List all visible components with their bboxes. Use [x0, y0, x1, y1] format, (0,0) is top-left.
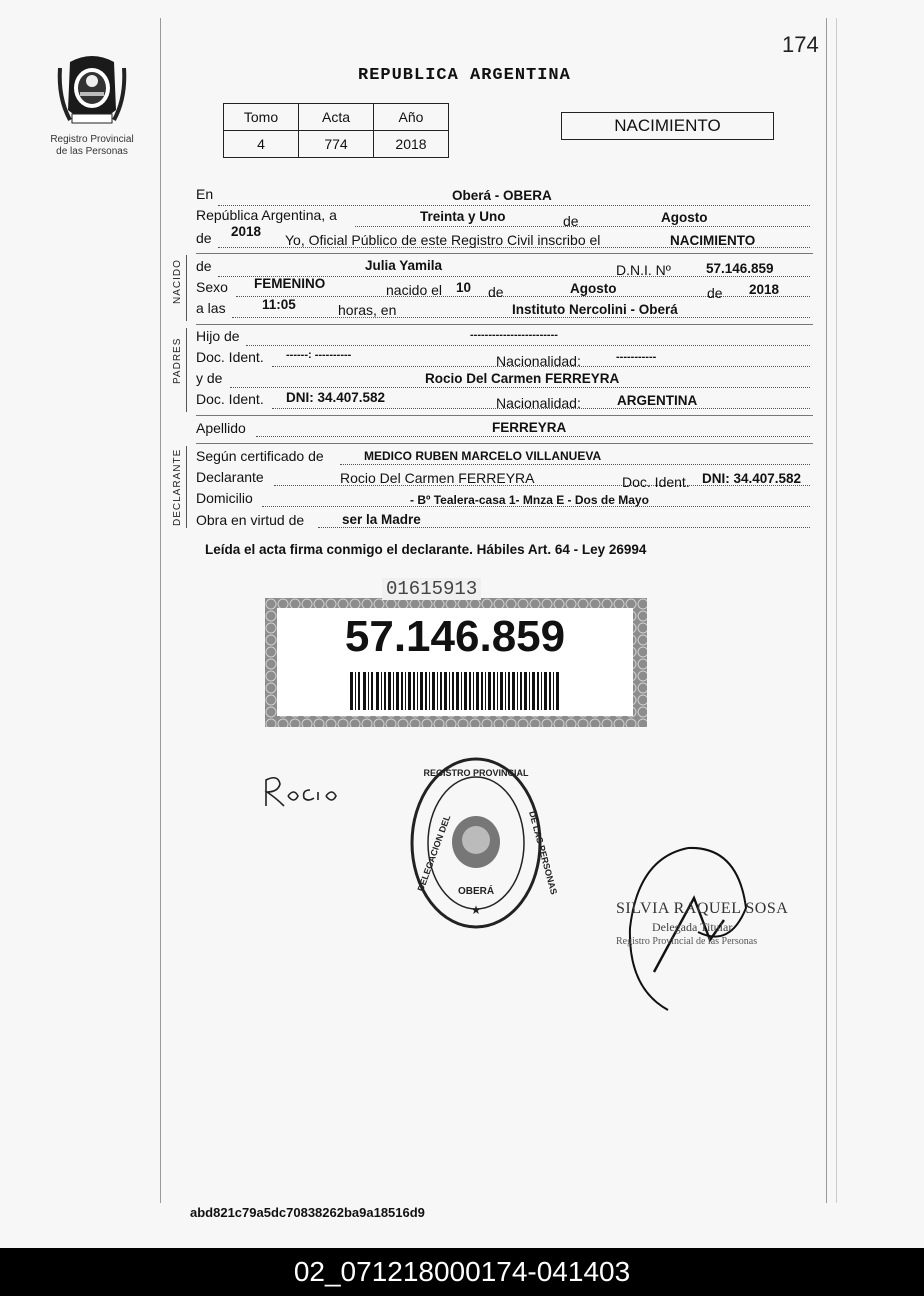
register-table: [223, 103, 449, 158]
value-mother: Rocio Del Carmen FERREYRA: [425, 371, 620, 386]
value-declarant: Rocio Del Carmen FERREYRA: [340, 470, 535, 486]
label-declarante: Declarante: [196, 469, 264, 485]
value-mother-doc: DNI: 34.407.582: [286, 390, 386, 405]
value-year: 2018: [231, 224, 262, 239]
label-en: En: [196, 186, 214, 202]
value-acta: 774: [299, 131, 374, 158]
svg-text:★: ★: [470, 903, 482, 917]
value-father: ------------------------: [470, 329, 558, 341]
value-birth-year: 2018: [749, 282, 780, 297]
document-title: REPUBLICA ARGENTINA: [358, 66, 571, 85]
registry-caption-line1: Registro Provincial: [50, 134, 134, 145]
registry-caption: [40, 134, 144, 158]
label-a-las: a las: [196, 300, 226, 316]
label-de-name: de: [196, 258, 212, 274]
footer-code: 02_071218000174-041403: [0, 1248, 924, 1296]
dni-serial-number: 01615913: [382, 578, 481, 600]
label-segun: Según certificado de: [196, 448, 324, 464]
header-tomo: Tomo: [224, 104, 299, 131]
label-nacionalidad-father: Nacionalidad:: [496, 353, 581, 369]
value-certificate-by: MEDICO RUBEN MARCELO VILLANUEVA: [364, 449, 602, 463]
label-doc-ident-declarant: Doc. Ident.: [622, 474, 690, 490]
label-nacionalidad-mother: Nacionalidad:: [496, 395, 581, 411]
page-edge-line: [836, 18, 837, 1203]
label-obra: Obra en virtud de: [196, 512, 305, 528]
official-role: Delegada Titular: [652, 920, 733, 934]
value-father-doc: ------: ----------: [286, 349, 352, 361]
value-surname: FERREYRA: [492, 420, 567, 435]
label-y-de: y de: [196, 370, 223, 386]
value-act: NACIMIENTO: [670, 233, 756, 248]
value-mother-nationality: ARGENTINA: [617, 393, 698, 408]
label-doc-ident-mother: Doc. Ident.: [196, 391, 264, 407]
label-republica: República Argentina, a: [196, 207, 337, 223]
label-dni-no: D.N.I. Nº: [616, 262, 671, 278]
value-month: Agosto: [661, 210, 708, 225]
register-table-value-row: [224, 131, 449, 158]
barcode-icon: [350, 672, 560, 710]
side-label-declarante: DECLARANTE: [172, 448, 183, 526]
label-oficial: Yo, Oficial Público de este Registro Civil inscribo el: [285, 232, 601, 248]
label-nacido-el: nacido el: [386, 282, 443, 298]
svg-text:OBERÁ: OBERÁ: [457, 886, 495, 897]
label-de3: de: [707, 285, 723, 301]
registry-caption-line2: de las Personas: [56, 146, 128, 157]
official-seal: [405, 752, 559, 934]
value-by-virtue: ser la Madre: [342, 512, 421, 527]
value-father-nationality: -----------: [616, 351, 657, 363]
label-horas-en: horas, en: [338, 302, 397, 318]
declarant-signature: [258, 770, 348, 814]
value-time: 11:05: [262, 297, 296, 312]
svg-text:REGISTRO PROVINCIAL: REGISTRO PROVINCIAL: [423, 768, 529, 778]
value-anio: 2018: [374, 131, 449, 158]
page-number: 174: [782, 32, 819, 57]
value-birth-place: Instituto Nercolini - Oberá: [512, 302, 678, 317]
value-sex: FEMENINO: [254, 276, 326, 291]
closing-statement: Leída el acta firma conmigo el declarante. Hábiles Art. 64 - Ley 26994: [205, 542, 647, 557]
label-apellido: Apellido: [196, 420, 246, 436]
document-hash: abd821c79a5dc70838262ba9a18516d9: [190, 1205, 425, 1220]
official-entity: Registro Provincial de las Personas: [616, 936, 758, 947]
header-acta: Acta: [299, 104, 374, 131]
official-name: SILVIA RAQUEL SOSA: [616, 900, 789, 917]
act-type-box: NACIMIENTO: [561, 112, 774, 140]
side-label-nacido: NACIDO: [172, 259, 183, 304]
value-name: Julia Yamila: [365, 258, 443, 273]
label-de-month: de: [563, 213, 579, 229]
dni-stamp-number: 57.146.859: [344, 612, 566, 661]
label-de2: de: [488, 284, 504, 300]
label-doc-ident-father: Doc. Ident.: [196, 349, 264, 365]
svg-text:DE LAS PERSONAS: DE LAS PERSONAS: [527, 809, 559, 896]
value-dni: 57.146.859: [706, 261, 774, 276]
value-tomo: 4: [224, 131, 299, 158]
value-address: - Bº Tealera-casa 1- Mnza E - Dos de Mayo: [410, 493, 649, 507]
side-label-padres: PADRES: [172, 337, 183, 384]
label-de-year: de: [196, 230, 212, 246]
value-declarant-doc: DNI: 34.407.582: [702, 471, 802, 486]
left-margin-line: [160, 18, 161, 1203]
header-anio: Año: [374, 104, 449, 131]
register-table-header-row: [224, 104, 449, 131]
value-birth-month: Agosto: [570, 281, 617, 296]
value-birth-day: 10: [456, 280, 472, 295]
label-hijo-de: Hijo de: [196, 328, 240, 344]
label-domicilio: Domicilio: [196, 490, 253, 506]
label-sexo: Sexo: [196, 279, 228, 295]
value-place: Oberá - OBERA: [452, 188, 552, 203]
province-emblem-icon: [56, 48, 128, 132]
value-day-words: Treinta y Uno: [420, 209, 506, 224]
right-margin-line: [826, 18, 827, 1203]
svg-text:DELEGACION DEL: DELEGACION DEL: [415, 813, 453, 893]
